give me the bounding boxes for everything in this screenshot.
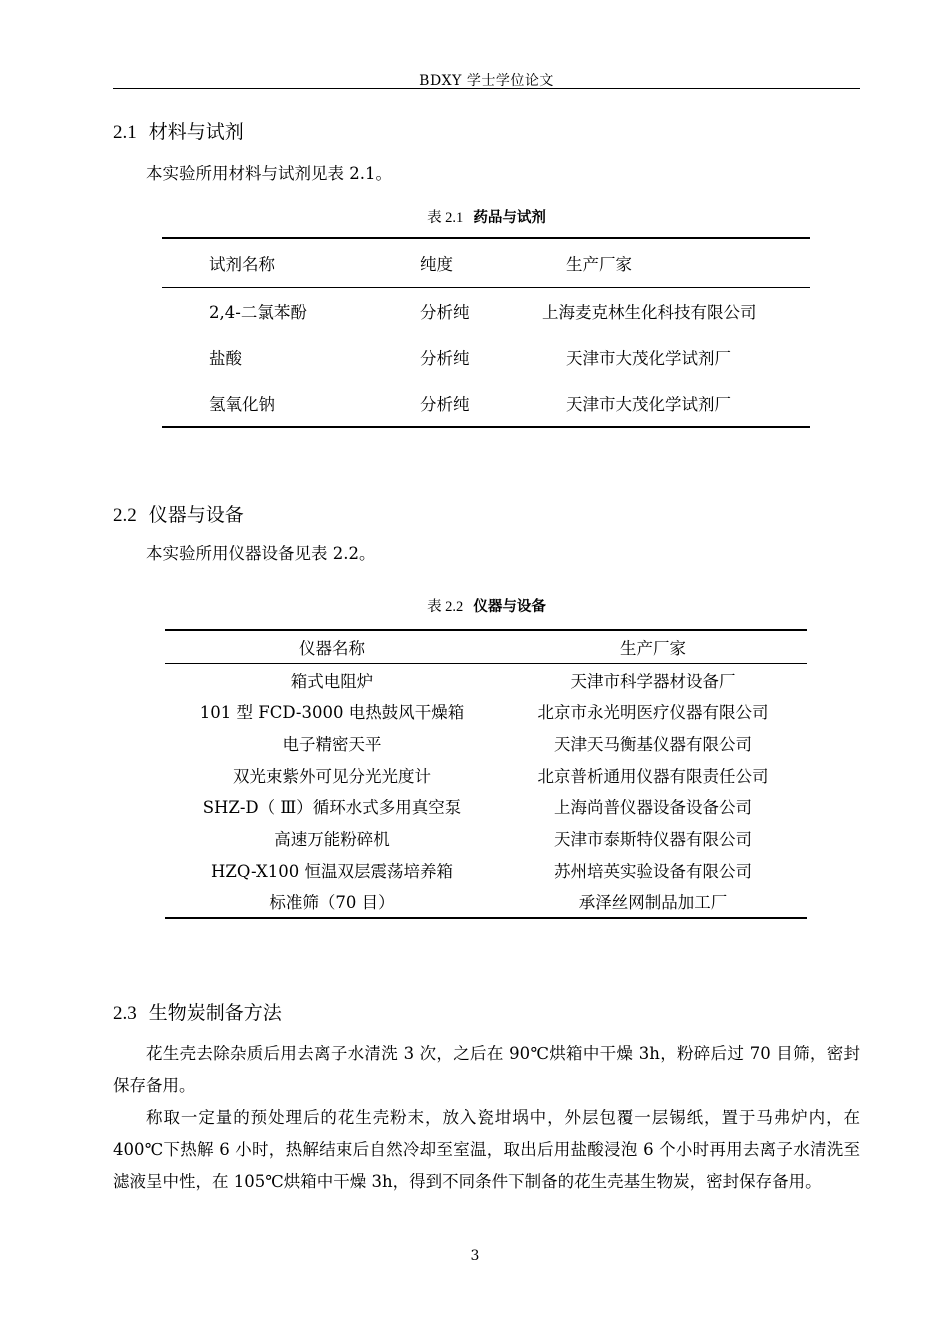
- table-cell: 分析纯: [420, 303, 470, 322]
- table-row: [162, 380, 810, 427]
- table-cell: SHZ-D（ Ⅲ）循环水式多用真空泵: [202, 798, 462, 818]
- page-number: 3: [470, 1248, 480, 1264]
- table-row: [165, 854, 807, 886]
- table-row: [165, 727, 807, 759]
- table-cell: 天津天马衡基仪器有限公司: [554, 734, 752, 754]
- section-heading-2-3: [113, 998, 282, 1025]
- table-cell: 北京市永光明医疗仪器有限公司: [537, 703, 769, 723]
- table-cell: 天津市科学器材设备厂: [570, 671, 736, 691]
- section-heading-2-1: [113, 117, 244, 144]
- table-row: [165, 790, 807, 822]
- section-number: 2.3: [113, 1003, 137, 1024]
- table-cell: 承泽丝网制品加工厂: [578, 893, 728, 913]
- table-cell: 天津市泰斯特仪器有限公司: [554, 829, 752, 849]
- section-intro: 本实验所用材料与试剂见表 2.1。: [146, 164, 392, 183]
- body-paragraph: 称取一定量的预处理后的花生壳粉末，放入瓷坩埚中，外层包覆一层锡纸，置于马弗炉内，在 400℃下热解 6 小时，热解结束后自然冷却至室温，取出后用盐酸浸泡 6 个小时再用去离子水清洗至滤液呈中性，在 105℃烘箱中干燥 3h，得到不同条件下制备的花生壳基生物炭，密封保存备用。: [113, 1108, 860, 1191]
- table-cell: 北京普析通用仪器有限责任公司: [537, 766, 769, 786]
- table-cell: 天津市大茂化学试剂厂: [566, 349, 731, 368]
- section-heading-2-2: [113, 500, 244, 527]
- table-cell: 101 型 FCD-3000 电热鼓风干燥箱: [199, 703, 465, 723]
- table-header-cell: 纯度: [420, 238, 542, 288]
- equipment-table: [165, 629, 807, 919]
- table-cell: 电子精密天平: [282, 734, 382, 754]
- section-number: 2.1: [113, 122, 137, 143]
- table-cell: HZQ-X100 恒温双层震荡培养箱: [211, 861, 453, 881]
- table-cell: 盐酸: [209, 349, 242, 368]
- header-rule: [113, 88, 860, 89]
- table-header-cell: 仪器名称: [165, 630, 499, 663]
- table-cell: 分析纯: [420, 349, 470, 368]
- section-title: 仪器与设备: [148, 504, 244, 526]
- caption-title: 药品与试剂: [473, 210, 546, 226]
- table-cell: 高速万能粉碎机: [274, 829, 390, 849]
- table-row: [162, 334, 810, 380]
- table-cell: 上海麦克林生化科技有限公司: [542, 303, 757, 322]
- table-header-row: [162, 238, 810, 288]
- caption-number: 表 2.2: [427, 599, 464, 615]
- section-intro: 本实验所用仪器设备见表 2.2。: [146, 544, 376, 563]
- table-row: [165, 822, 807, 854]
- table-cell: 双光束紫外可见分光光度计: [233, 766, 431, 786]
- table-row: [162, 288, 810, 335]
- running-header: BDXY 学士学位论文: [419, 73, 554, 89]
- table-cell: 箱式电阻炉: [290, 671, 374, 691]
- table-cell: 2,4-二氯苯酚: [209, 303, 307, 322]
- table-cell: 标准筛（70 目）: [269, 893, 395, 913]
- table-cell: 苏州培英实验设备有限公司: [554, 861, 752, 881]
- table-header-cell: 生产厂家: [542, 238, 810, 288]
- table-row: [165, 663, 807, 695]
- table-cell: 上海尚普仪器设备设备公司: [554, 798, 752, 818]
- table-header-cell: 试剂名称: [162, 238, 420, 288]
- table-row: [165, 759, 807, 791]
- table-header-cell: 生产厂家: [499, 630, 807, 663]
- caption-title: 仪器与设备: [473, 599, 546, 615]
- caption-number: 表 2.1: [427, 210, 464, 226]
- table-caption-2-1: [113, 206, 860, 227]
- body-paragraph: 花生壳去除杂质后用去离子水清洗 3 次，之后在 90℃烘箱中干燥 3h，粉碎后过 70 目筛，密封保存备用。: [113, 1044, 860, 1095]
- table-row: [165, 886, 807, 919]
- table-cell: 氢氧化钠: [209, 395, 275, 414]
- table-cell: 分析纯: [420, 395, 470, 414]
- table-header-row: [165, 630, 807, 663]
- section-title: 材料与试剂: [148, 121, 244, 143]
- table-caption-2-2: [113, 595, 860, 616]
- section-number: 2.2: [113, 505, 137, 526]
- table-row: [165, 695, 807, 727]
- section-title: 生物炭制备方法: [148, 1002, 282, 1024]
- reagents-table: [162, 237, 810, 428]
- table-cell: 天津市大茂化学试剂厂: [566, 395, 731, 414]
